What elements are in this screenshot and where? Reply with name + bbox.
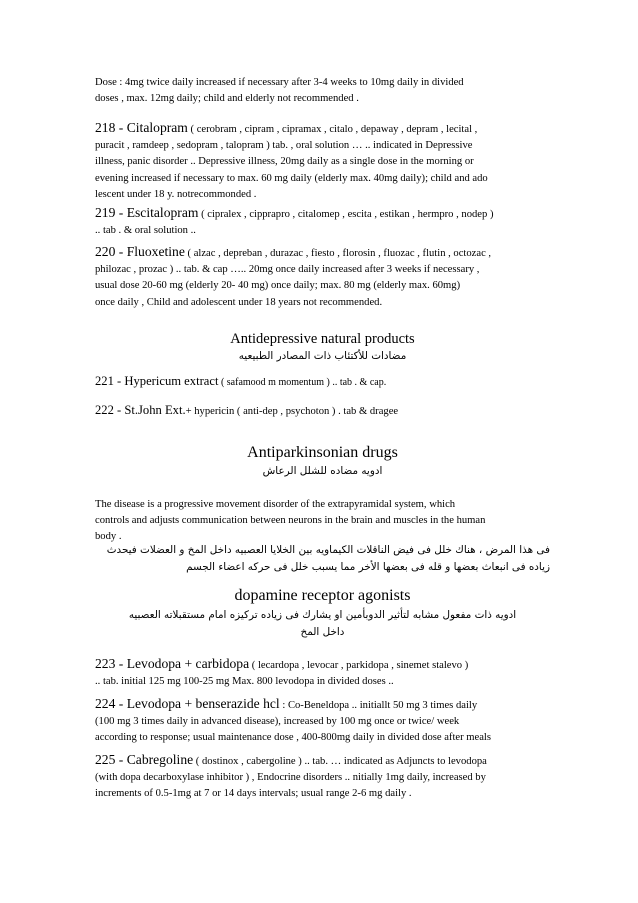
- natural-products-title: Antidepressive natural products: [230, 331, 415, 347]
- entry-220-line-1: ( alzac , depreban , durazac , fiesto , florosin , fluozac , flutin , octozac ,: [184, 248, 492, 259]
- entry-220-line-3: usual dose 20-60 mg (elderly 20- 40 mg) once daily; max. 80 mg (elderly max. 60mg): [95, 280, 461, 292]
- entry-224-line-1: : Co-Beneldopa .. initiallt 50 mg 3 times daily: [279, 700, 478, 711]
- entry-218-heading: 218 - Citalopram: [95, 120, 188, 135]
- disease-description: [95, 497, 550, 546]
- dose-intro-line-2: doses , max. 12mg daily; child and elderly not recommended .: [95, 93, 359, 105]
- entry-218-line-3: illness, panic disorder .. Depressive illness, 20mg daily as a single dose in the morning or: [95, 156, 474, 168]
- entry-222: [95, 402, 550, 420]
- entry-225-heading: 225 - Cabregoline: [95, 752, 194, 767]
- dopamine-arabic-line-1: ادويه ذات مفعول مشابه لتأثير الدوبأمين او يشارك فى زياده تركيزه امام مستقبلاته العصبيه: [128, 609, 517, 621]
- disease-description-line-3: body .: [95, 531, 122, 543]
- disease-description-line-2: controls and adjusts communication between neurons in the brain and muscles in the human: [95, 515, 486, 527]
- entry-222-heading: 222 - St.John Ext.: [95, 403, 186, 417]
- entry-220-heading: 220 - Fluoxetine: [95, 244, 185, 259]
- entry-219-line-2: .. tab . & oral solution ..: [95, 225, 196, 237]
- entry-222-text: + hypericin ( anti-dep , psychoton ) . tab & dragee: [185, 406, 399, 417]
- disease-description-line-1: The disease is a progressive movement disorder of the extrapyramidal system, which: [95, 499, 456, 510]
- entry-225: [95, 752, 550, 803]
- dopamine-agonists-arabic: [95, 607, 550, 641]
- antiparkinsonian-title: Antiparkinsonian drugs: [247, 444, 398, 461]
- entry-219-heading: 219 - Escitalopram: [95, 205, 199, 220]
- entry-220-line-4: once daily , Child and adolescent under 18 years not recommended.: [95, 296, 383, 308]
- entry-223-line-2: .. tab. initial 125 mg 100-25 mg Max. 800 levodopa in divided doses ..: [95, 676, 394, 688]
- dose-intro-line-1: Dose : 4mg twice daily increased if necessary after 3-4 weeks to 10mg daily in divided: [95, 77, 464, 88]
- entry-221-heading: 221 - Hypericum extract: [95, 374, 219, 388]
- entry-218-line-4: evening increased if necessary to max. 60 mg daily (elderly max. 40mg daily); child and ado: [95, 172, 488, 184]
- natural-products-arabic: مضادات للأكتئاب ذات المصادر الطبيعيه: [238, 350, 407, 362]
- entry-218-line-5: lescent under 18 y. notrecommonded .: [95, 188, 257, 200]
- entry-223-line-1: ( lecardopa , levocar , parkidopa , sinemet stalevo ): [249, 660, 469, 671]
- entry-224-heading: 224 - Levodopa + benserazide hcl: [95, 696, 280, 711]
- entry-219-line-1: ( cipralex , cipprapro , citalomep , escita , estikan , hermpro , nodep ): [198, 209, 494, 220]
- entry-225-line-2: (with dopa decarboxylase inhibitor ) , Endocrine disorders .. nitially 1mg daily, increased by: [95, 772, 486, 784]
- entry-225-line-3: increments of 0.5-1mg at 7 or 14 days intervals; usual range 2-6 mg daily .: [95, 788, 412, 800]
- entry-223-heading: 223 - Levodopa + carbidopa: [95, 656, 250, 671]
- antiparkinsonian-arabic: ادويه مضاده للشلل الرعاش: [262, 465, 383, 477]
- entry-221-text: ( safamood m momentum ) .. tab . & cap.: [218, 377, 387, 388]
- entry-224: [95, 696, 550, 747]
- disease-description-arabic: [106, 542, 550, 576]
- entry-218-line-1: ( cerobram , cipram , cipramax , citalo , depaway , depram , lecital ,: [187, 124, 478, 135]
- dopamine-arabic-line-2: داخل المخ: [300, 626, 345, 638]
- entry-224-line-3: according to response; usual maintenance dose , 400-800mg daily in divided dose after meals: [95, 732, 491, 744]
- dopamine-agonists-title: dopamine receptor agonists: [234, 587, 411, 604]
- entry-225-line-1: ( dostinox , cabergoline ) .. tab. … indicated as Adjuncts to levodopa: [193, 756, 487, 767]
- dose-intro: [95, 75, 550, 107]
- entry-223: [95, 656, 550, 690]
- entry-220: [95, 244, 550, 311]
- entry-219: [95, 205, 550, 239]
- entry-224-line-2: (100 mg 3 times daily in advanced disease), increased by 100 mg once or twice/ week: [95, 716, 460, 728]
- entry-221: [95, 373, 550, 391]
- disease-arabic-line-2: زياده فى انبعاث بعضها و قله فى بعضها الأخر مما يسبب خلل فى حركه اعضاء الجسم: [186, 561, 550, 573]
- entry-220-line-2: philozac , prozac ) .. tab. & cap ….. 20mg once daily increased after 3 weeks if necessary ,: [95, 264, 480, 276]
- entry-218-line-2: puracit , ramdeep , sedopram , talopram ) tab. , oral solution … .. indicated in Depressive: [95, 140, 473, 152]
- entry-218: [95, 120, 550, 203]
- disease-arabic-line-1: فى هذا المرض ، هناك خلل فى فيض الناقلات الكيماويه بين الخلايا العصبيه داخل المخ و العضلات فيحدث: [106, 544, 550, 556]
